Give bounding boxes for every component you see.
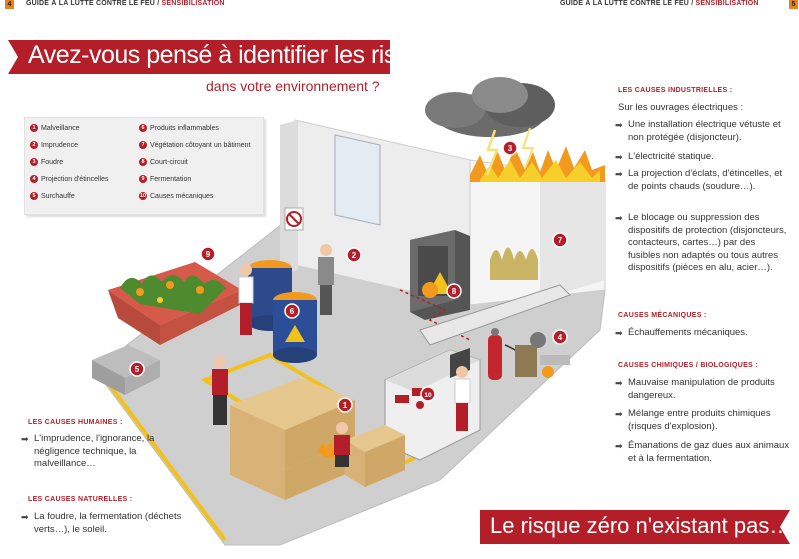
risk-marker xyxy=(421,387,435,401)
page-title: Avez-vous pensé à identifier les risques xyxy=(28,41,449,69)
human-causes-heading: LES CAUSES HUMAINES : xyxy=(28,419,123,426)
arrow-right-icon: ➡ xyxy=(615,409,623,419)
arrow-right-icon: ➡ xyxy=(21,512,29,522)
svg-text:10: 10 xyxy=(424,392,432,399)
risk-marker xyxy=(285,304,299,318)
risk-marker xyxy=(130,362,144,376)
section-name: SENSIBILISATION xyxy=(161,0,225,7)
legend-item xyxy=(139,141,250,149)
legend-number-badge: 9 xyxy=(139,175,147,183)
svg-text:9: 9 xyxy=(205,250,211,259)
legend-number-badge: 4 xyxy=(30,175,38,183)
legend-item xyxy=(139,124,219,132)
mechanical-causes-heading: CAUSES MÉCANIQUES : xyxy=(618,312,707,319)
legend-label: Fermentation xyxy=(150,175,192,183)
legend-label: Court-circuit xyxy=(150,158,188,166)
list-item: ➡ L'électricité statique. xyxy=(615,151,714,162)
header-separator: / xyxy=(691,0,694,7)
guide-title: GUIDE À LA LUTTE CONTRE LE FEU xyxy=(26,0,156,7)
risk-marker xyxy=(338,398,352,412)
legend-item xyxy=(30,158,63,166)
arrow-right-icon: ➡ xyxy=(615,152,623,162)
svg-text:7: 7 xyxy=(557,236,563,245)
legend-number-badge: 8 xyxy=(139,158,147,166)
header-separator: / xyxy=(157,0,160,7)
risk-marker xyxy=(553,330,567,344)
list-item: ➡ Une installation électrique vétuste et non protégée (disjoncteur). xyxy=(615,119,781,143)
natural-causes-heading: LES CAUSES NATURELLES : xyxy=(28,496,133,503)
svg-text:5: 5 xyxy=(134,365,140,374)
legend-label: Produits inflammables xyxy=(150,124,219,132)
legend-number-badge: 3 xyxy=(30,158,38,166)
svg-text:4: 4 xyxy=(557,333,563,342)
risk-marker xyxy=(553,233,567,247)
arrow-right-icon: ➡ xyxy=(615,169,623,179)
risk-marker xyxy=(503,141,517,155)
arrow-right-icon: ➡ xyxy=(615,213,623,223)
legend-label: Surchauffe xyxy=(41,192,75,200)
bottom-banner-text: Le risque zéro n'existant pas… xyxy=(490,513,792,538)
arrow-right-icon: ➡ xyxy=(21,434,29,444)
list-item: ➡ Échauffements mécaniques. xyxy=(615,327,748,338)
svg-text:3: 3 xyxy=(507,144,513,153)
list-item: ➡ Mauvaise manipulation de produits dangereux. xyxy=(615,377,775,401)
list-item: ➡ Émanations de gaz dues aux animaux et à la fermentation. xyxy=(615,440,790,464)
risk-marker xyxy=(347,248,361,262)
legend-number-badge: 1 xyxy=(30,124,38,132)
legend-number-badge: 5 xyxy=(30,192,38,200)
list-item: ➡ La projection d'éclats, d'étincelles, et de points chauds (soudure…). xyxy=(615,168,783,192)
industrial-causes-heading: LES CAUSES INDUSTRIELLES : xyxy=(618,87,733,94)
legend-number-badge: 6 xyxy=(139,124,147,132)
arrow-right-icon: ➡ xyxy=(615,120,623,130)
legend-label: Malveillance xyxy=(41,124,80,132)
list-item: ➡ L'imprudence, l'ignorance, la négligence technique, la malveillance… xyxy=(21,433,155,469)
list-item: ➡ Mélange entre produits chimiques (risques d'explosion). xyxy=(615,408,771,432)
industrial-intro: Sur les ouvrages électriques : xyxy=(618,102,744,113)
legend-label: Projection d'étincelles xyxy=(41,175,109,183)
legend-item xyxy=(30,141,78,149)
list-item: ➡ Le blocage ou suppression des dispositifs de protection (disjoncteurs, contacteurs, cartes…) par des fusibles non adaptés ou tous autres dispositifs (pièces en alu, acier…). xyxy=(615,212,787,273)
page-number-left: 4 xyxy=(5,0,14,9)
legend-item xyxy=(30,175,108,183)
legend-label: Végétation côtoyant un bâtiment xyxy=(150,141,251,149)
arrow-right-icon: ➡ xyxy=(615,328,623,338)
legend-item xyxy=(139,175,191,183)
legend-label: Causes mécaniques xyxy=(150,192,214,200)
svg-text:8: 8 xyxy=(451,287,457,296)
list-item: ➡ La foudre, la fermentation (déchets verts…), le soleil. xyxy=(21,511,182,535)
chemical-causes-heading: CAUSES CHIMIQUES / BIOLOGIQUES : xyxy=(618,362,758,369)
legend-item xyxy=(30,124,80,132)
section-name: SENSIBILISATION xyxy=(695,0,759,7)
legend-box xyxy=(24,117,264,215)
legend-number-badge: 7 xyxy=(139,141,147,149)
page-subtitle: dans votre environnement ? xyxy=(206,78,380,94)
legend-number-badge: 10 xyxy=(139,193,147,199)
legend-item xyxy=(30,192,75,200)
arrow-right-icon: ➡ xyxy=(615,378,623,388)
legend-label: Imprudence xyxy=(41,141,78,149)
legend-number-badge: 2 xyxy=(30,141,38,149)
legend-label: Foudre xyxy=(41,158,64,166)
svg-text:1: 1 xyxy=(342,401,348,410)
svg-text:2: 2 xyxy=(351,251,357,260)
arrow-right-icon: ➡ xyxy=(615,441,623,451)
legend-item xyxy=(139,192,213,200)
guide-title: GUIDE À LA LUTTE CONTRE LE FEU xyxy=(560,0,690,7)
svg-text:6: 6 xyxy=(289,307,295,316)
page-number-right: 5 xyxy=(789,0,798,9)
risk-marker xyxy=(447,284,461,298)
risk-marker xyxy=(201,247,215,261)
legend-item xyxy=(139,158,188,166)
